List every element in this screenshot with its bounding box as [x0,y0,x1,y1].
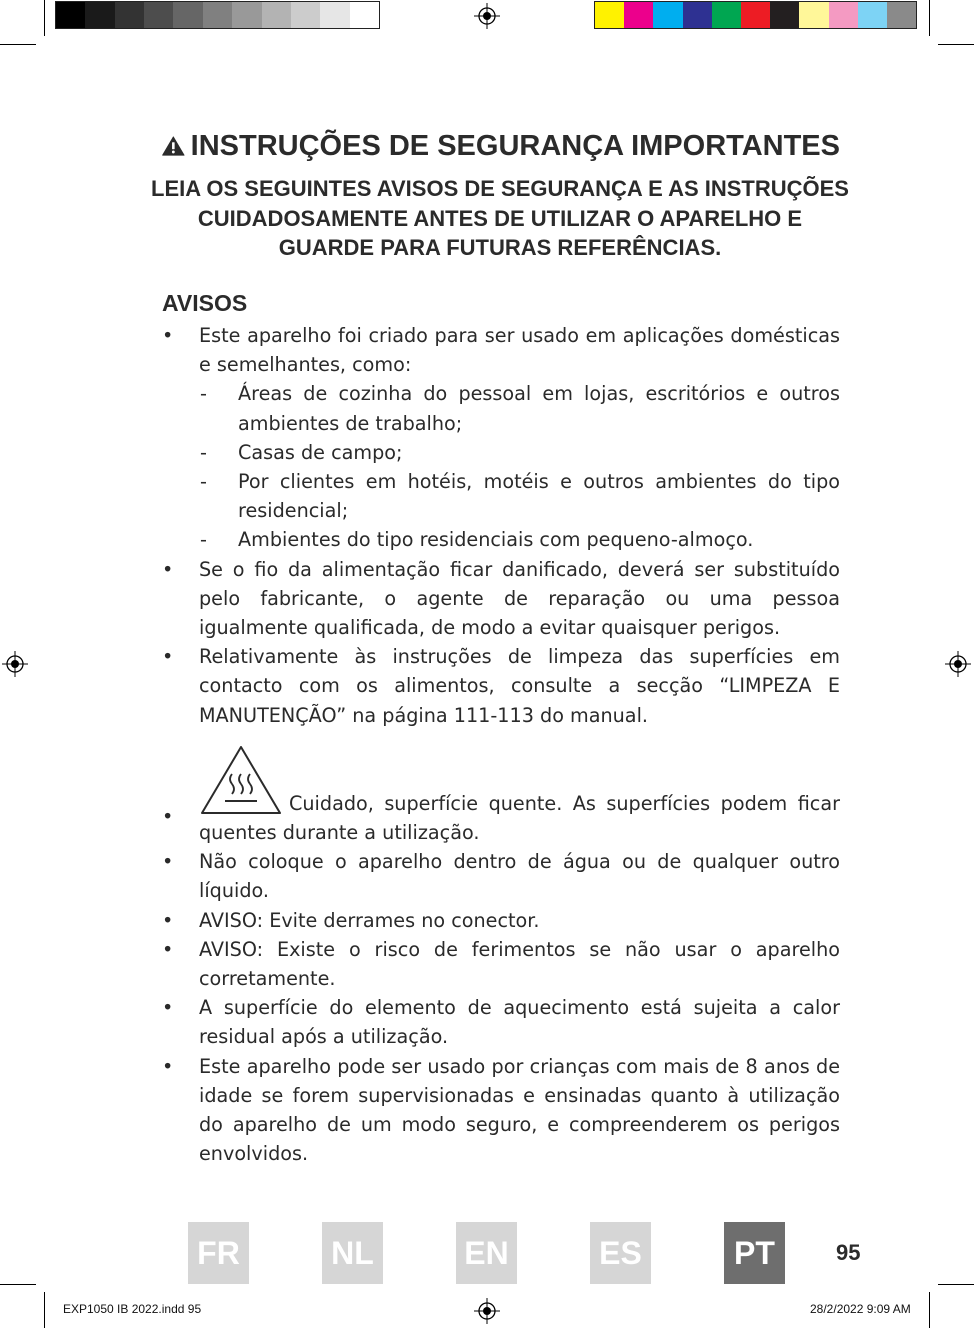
color-swatch [291,2,320,28]
sub-list-item-text: Por clientes em hotéis, motéis e outros ambientes do tipo residencial; [238,470,840,523]
bullet: • [162,850,174,874]
list-item [162,555,840,643]
sub-list-item [162,438,840,467]
sub-list-item-text: Áreas de cozinha do pessoal em lojas, escritórios e outros ambientes de trabalho; [238,382,840,435]
crop-mark-top-right-h [938,44,974,45]
subtitle-line: CUIDADOSAMENTE ANTES DE UTILIZAR O APARELHO E [197,205,803,231]
registration-mark-bottom-icon [474,1298,500,1324]
color-swatch [85,2,114,28]
sub-list-item-text: Ambientes do tipo residenciais com pequeno-almoço. [238,528,754,552]
registration-mark-right-icon [945,651,971,677]
bullet: • [162,937,174,961]
color-swatch [232,2,261,28]
crop-mark-bottom-right-h [938,1284,974,1285]
sub-list-item [162,379,840,437]
color-swatch [624,2,653,28]
list-item [162,321,840,379]
color-swatch [350,2,379,28]
sub-list-item [162,467,840,525]
list-item-text: A superfície do elemento de aquecimento está sujeita a calor residual após a utilização. [199,996,840,1049]
dash: - [200,382,207,406]
color-swatch [203,2,232,28]
color-swatch [829,2,858,28]
crop-mark-top-right-v [929,0,930,36]
crop-mark-bottom-right-v [929,1292,930,1328]
grayscale-color-bar [55,1,380,29]
list-item-text: Este aparelho pode ser usado por crianças com mais de 8 anos de idade se forem supervisionadas e ensinadas quanto à utilização do aparelho de um modo seguro, e compreenderem os perigos envolvidos. [199,1054,840,1166]
color-swatch [262,2,291,28]
subtitle-line: GUARDE PARA FUTURAS REFERÊNCIAS. [278,235,722,260]
color-swatch [683,2,712,28]
bullet: • [162,645,174,669]
language-tab-fr[interactable]: FR [188,1222,249,1284]
registration-mark-left-icon [2,651,28,677]
list-item-text: Cuidado, superfície quente. As superfícies podem ficar quentes durante a utilização. [199,791,840,845]
color-swatch [741,2,770,28]
list-item-text: Relativamente às instruções de limpeza das superfícies em contacto com os alimentos, consulte a secção “LIMPEZA E MANUTENÇÃO” na página 111-113 do manual. [199,645,840,727]
color-swatch [799,2,828,28]
color-swatch [595,2,624,28]
language-tab-es[interactable]: ES [590,1222,651,1284]
subtitle-instruction [150,174,850,263]
bullet: • [162,324,174,347]
crop-mark-top-left-h [0,44,36,45]
color-swatch [887,2,916,28]
color-swatch [173,2,202,28]
process-color-bar [594,1,917,29]
dash: - [200,470,207,494]
bullet: • [162,996,174,1020]
list-item [162,993,840,1051]
language-tab-en[interactable]: EN [456,1222,517,1284]
list-item-text: Este aparelho foi criado para ser usado em aplicações domésticas e semelhantes, como: [199,324,840,377]
color-swatch [320,2,349,28]
color-swatch [56,2,85,28]
warning-triangle-icon [162,128,185,164]
page-title-row [162,122,840,170]
sub-list-item [162,525,840,554]
list-item-hot-surface [162,744,840,847]
registration-mark-top-icon [474,3,500,29]
color-swatch [115,2,144,28]
bullet: • [162,557,174,581]
print-footer-file: EXP1050 IB 2022.indd 95 [63,1302,202,1316]
list-item-text: AVISO: Evite derrames no conector. [199,908,540,932]
crop-mark-bottom-left-h [0,1284,36,1285]
color-swatch [653,2,682,28]
section-heading: AVISOS [162,290,248,316]
dash: - [200,440,207,464]
color-swatch [770,2,799,28]
bullet: • [162,908,174,932]
crop-mark-bottom-left-v [44,1292,45,1328]
color-swatch [712,2,741,28]
list-item [162,642,840,730]
bullet: • [162,804,174,828]
page-number: 95 [836,1240,861,1265]
list-item [162,935,840,993]
color-swatch [144,2,173,28]
sub-list-item-text: Casas de campo; [238,440,403,464]
color-swatch [858,2,887,28]
crop-mark-top-left-v [44,0,45,36]
dash: - [200,528,207,552]
warnings-list [162,321,840,1168]
list-item-text: AVISO: Existe o risco de ferimentos se não usar o aparelho corretamente. [199,937,840,991]
subtitle-line: LEIA OS SEGUINTES AVISOS DE SEGURANÇA E AS INSTRUÇÕES [151,176,849,201]
list-item [162,847,840,905]
hot-surface-warning-icon [199,744,283,816]
bullet: • [162,1054,174,1078]
language-tab-pt[interactable]: PT [724,1222,785,1284]
print-footer-timestamp: 28/2/2022 9:09 AM [810,1302,911,1316]
list-item [162,1052,840,1169]
list-item-text: Se o fio da alimentação ficar danificado, deverá ser substituído pelo fabricante, o agente de reparação ou uma pessoa igualmente qualificada, de modo a evitar quaisquer perigos. [199,557,840,640]
page-title: INSTRUÇÕES DE SEGURANÇA IMPORTANTES [190,129,840,162]
language-tab-nl[interactable]: NL [322,1222,383,1284]
list-item-text: Não coloque o aparelho dentro de água ou de qualquer outro líquido. [199,850,840,903]
list-item [162,906,840,935]
